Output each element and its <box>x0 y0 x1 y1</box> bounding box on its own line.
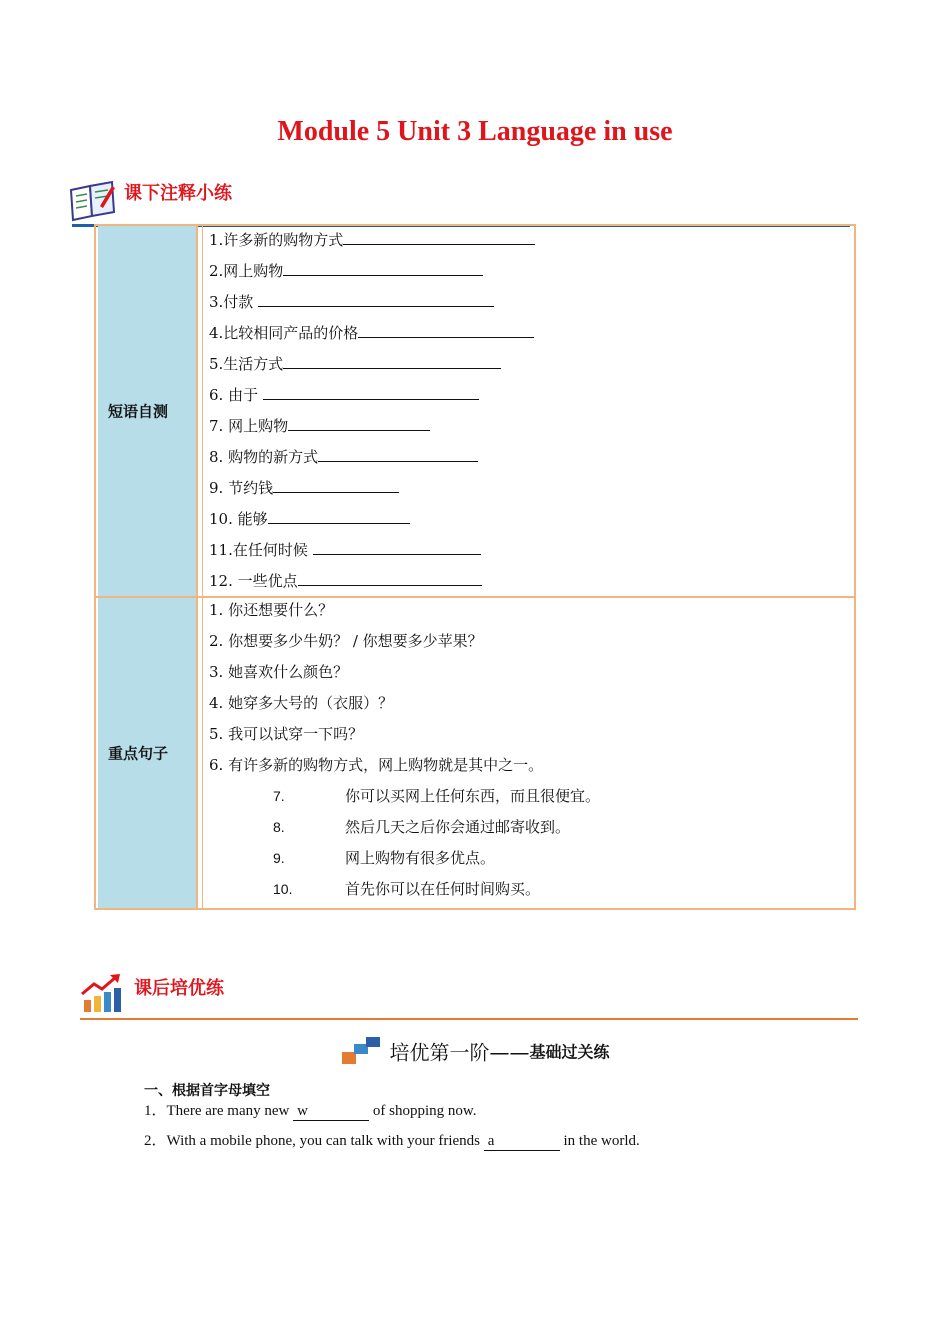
item-text: 网上购物有很多优点。 <box>345 849 496 867</box>
level-title <box>0 1036 950 1066</box>
item-number: 8. <box>273 819 285 835</box>
list-item: 4. 她穿多大号的（衣服）？ <box>209 694 394 712</box>
phrases-cell <box>202 226 852 596</box>
list-item: 11.在任何时候 <box>209 540 481 560</box>
table-row-phrases <box>96 226 854 598</box>
level-title-main: 培优第一阶—— <box>389 1040 530 1065</box>
question-text: With a mobile phone, you can talk with your friends <box>166 1133 484 1149</box>
question-text: of shopping now. <box>369 1103 477 1119</box>
list-item: 2. 你想要多少牛奶？ / 你想要多少苹果？ <box>209 632 483 650</box>
table-row-sentences <box>96 598 854 908</box>
question-text: in the world. <box>559 1133 640 1149</box>
question-text: There are many new <box>166 1103 294 1119</box>
list-item: 5.生活方式 <box>209 354 501 374</box>
answer-blank[interactable]: w <box>293 1103 369 1121</box>
section-header-notes <box>68 178 232 222</box>
item-number: 9. <box>273 850 285 866</box>
list-item: 5. 我可以试穿一下吗？ <box>209 725 364 743</box>
list-item: 9. 节约钱 <box>209 478 399 498</box>
list-item: 7. 网上购物 <box>209 416 430 436</box>
sentences-cell <box>202 598 852 908</box>
list-item: 1.许多新的购物方式 <box>209 230 535 250</box>
section-divider <box>80 1018 858 1020</box>
stairs-icon <box>340 1036 382 1066</box>
list-item: 3.付款 <box>209 292 494 312</box>
row-header-phrases <box>98 226 198 596</box>
list-item: 6. 有许多新的购物方式，网上购物就是其中之一。 <box>209 756 544 774</box>
list-item: 10. 能够 <box>209 509 410 529</box>
book-icon <box>68 178 118 222</box>
vocabulary-table <box>94 224 856 910</box>
item-text: 首先你可以在任何时间购买。 <box>345 880 541 898</box>
item-text: 你可以买网上任何东西，而且很便宜。 <box>345 787 601 805</box>
list-item: 6. 由于 <box>209 385 479 405</box>
section-label-notes: 课下注释小练 <box>124 183 232 204</box>
question-2 <box>144 1129 640 1151</box>
answer-blank[interactable]: a <box>484 1133 560 1151</box>
list-item: 8. 购物的新方式 <box>209 447 478 467</box>
question-number: 2． <box>144 1133 167 1149</box>
question-1 <box>144 1099 476 1121</box>
item-number: 10. <box>273 881 293 897</box>
question-number: 1． <box>144 1103 167 1119</box>
level-title-sub: 基础过关练 <box>529 1042 610 1062</box>
list-item: 12. 一些优点 <box>209 571 482 591</box>
row-header-label: 重点句子 <box>108 744 169 763</box>
list-item: 1. 你还想要什么？ <box>209 601 334 619</box>
exercise-heading: 一、根据首字母填空 <box>144 1083 270 1099</box>
row-header-sentences <box>98 598 198 908</box>
item-number: 7. <box>273 788 285 804</box>
list-item: 2.网上购物 <box>209 261 483 281</box>
section-label-practice: 课后培优练 <box>134 978 224 999</box>
list-item: 4.比较相同产品的价格 <box>209 323 534 343</box>
section-header-practice <box>80 972 224 1014</box>
growth-chart-icon <box>80 972 124 1014</box>
page-title: Module 5 Unit 3 Language in use <box>277 116 673 147</box>
item-text: 然后几天之后你会通过邮寄收到。 <box>345 818 571 836</box>
list-item: 3. 她喜欢什么颜色？ <box>209 663 349 681</box>
row-header-label: 短语自测 <box>108 402 169 421</box>
